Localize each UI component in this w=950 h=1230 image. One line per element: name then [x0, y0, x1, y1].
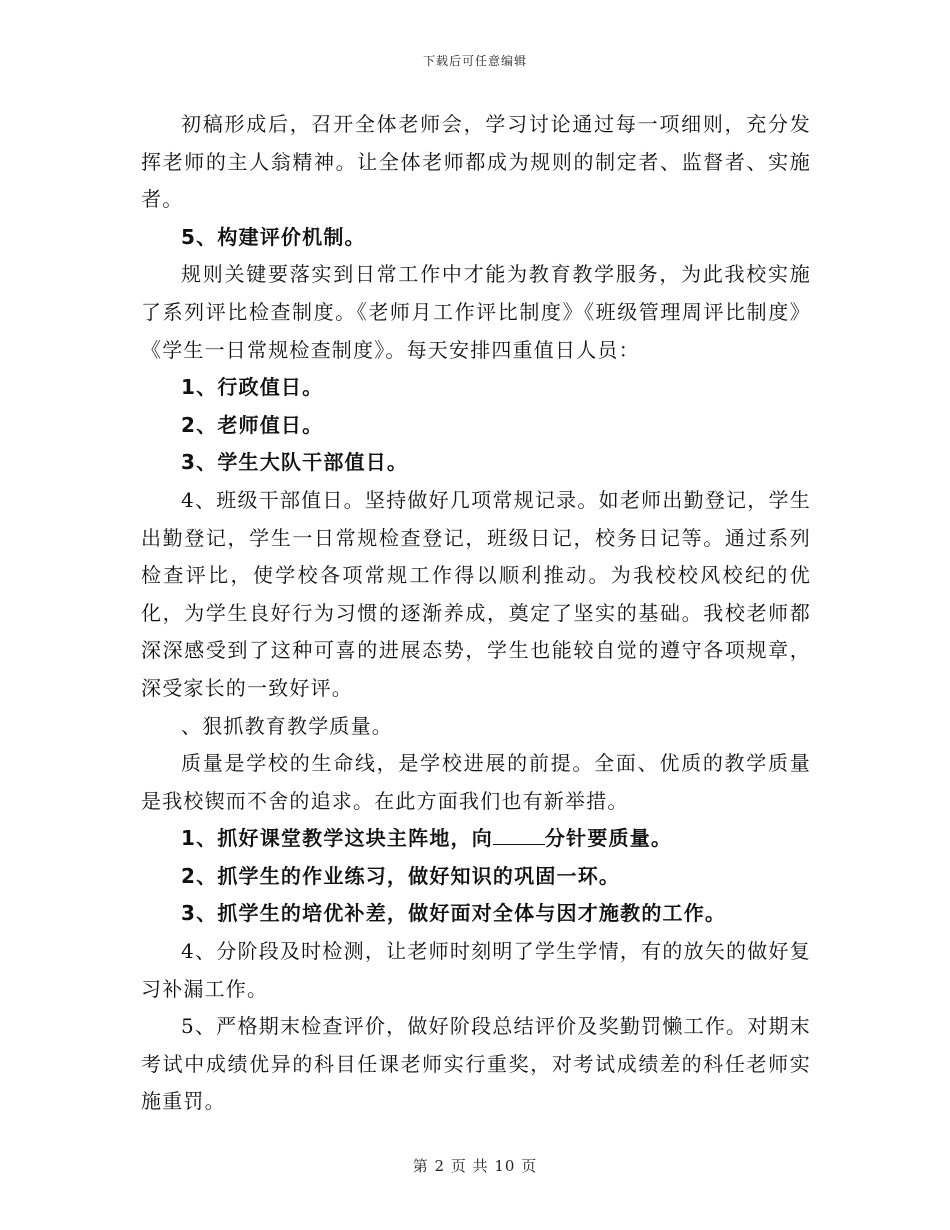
duty-item-admin: 1、行政值日。: [181, 375, 324, 400]
paragraph-final-evaluation: 5、严格期末检查评价，做好阶段总结评价及奖勤罚懒工作。对期末考试中成绩优异的科目任课老师实行重奖，对考试成绩差的科任老师实施重罚。: [141, 1014, 811, 1114]
paragraph-quality-lifeline: 质量是学校的生命线，是学校进展的前提。全面、优质的教学质量是我校锲而不舍的追求。在此方面我们也有新举措。: [141, 751, 811, 813]
paragraph-class-cadre-duty: 4、班级干部值日。坚持做好几项常规记录。如老师出勤登记，学生出勤登记，学生一日常规检查登记，班级日记，校务日记等。通过系列检查评比，使学校各项常规工作得以顺利推动。为我校校风校纪的优化，为学生良好行为习惯的逐渐养成，奠定了坚实的基础。我校老师都深深感受到了这种可喜的进展态势，学生也能较自觉的遵守各项规章，深受家长的一致好评。: [141, 487, 811, 700]
quality-item-homework: 2、抓学生的作业练习，做好知识的巩固一环。: [181, 863, 621, 888]
fill-in-blank: [493, 826, 545, 845]
quality-item-tutoring: 3、抓学生的培优补差，做好面对全体与因才施教的工作。: [181, 901, 727, 926]
document-body: [141, 106, 811, 1121]
paragraph-inspection-system: 规则关键要落实到日常工作中才能为教育教学服务，为此我校实施了系列评比检查制度。《老师月工作评比制度》《班级管理周评比制度》《学生一日常规检查制度》。每天安排四重值日人员：: [141, 262, 811, 362]
quality-item-classroom: [141, 820, 811, 858]
paragraph-staged-testing: 4、分阶段及时检测，让老师时刻明了学生学情，有的放矢的做好复习补漏工作。: [141, 939, 811, 1001]
quality-item-classroom-text-before: 1、抓好课堂教学这块主阵地，向: [181, 826, 493, 851]
paragraph-draft-meeting: 初稿形成后，召开全体老师会，学习讨论通过每一项细则，充分发挥老师的主人翁精神。让全体老师都成为规则的制定者、监督者、实施者。: [141, 112, 811, 212]
heading-evaluation-mechanism: 5、构建评价机制。: [181, 224, 366, 249]
page-number: 第 2 页 共 10 页: [412, 1157, 538, 1175]
duty-item-teacher: 2、老师值日。: [181, 412, 324, 437]
heading-teaching-quality: 、狠抓教育教学质量。: [181, 713, 393, 738]
quality-item-classroom-text-after: 分针要质量。: [544, 826, 673, 851]
page-header: 下载后可任意编辑: [422, 54, 527, 68]
duty-item-student-cadre: 3、学生大队干部值日。: [181, 450, 409, 475]
